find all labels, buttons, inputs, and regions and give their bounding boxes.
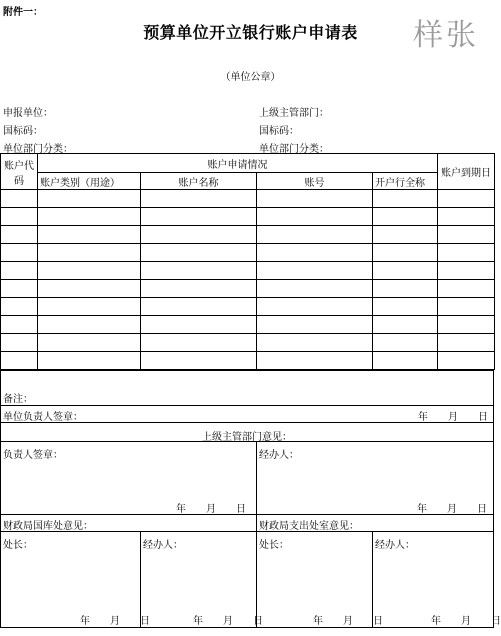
table-row bbox=[1, 208, 495, 226]
superior-head-date: 年 月 日 bbox=[176, 504, 246, 515]
expiry-date-cell[interactable] bbox=[438, 334, 495, 352]
account-type-cell[interactable] bbox=[38, 262, 141, 280]
table-row bbox=[1, 334, 495, 352]
attachment-label: 附件一： bbox=[3, 7, 43, 18]
account-type-cell[interactable] bbox=[38, 244, 141, 262]
table-row bbox=[1, 352, 495, 370]
col-account-number: 账号 bbox=[257, 173, 373, 190]
superior-handler-date: 年 月 日 bbox=[417, 504, 487, 515]
expiry-date-cell[interactable] bbox=[438, 244, 495, 262]
account-code-cell[interactable] bbox=[1, 190, 38, 208]
national-code-label-left: 国标码： bbox=[3, 126, 43, 137]
bank-name-cell[interactable] bbox=[373, 316, 438, 334]
account-name-cell[interactable] bbox=[141, 334, 257, 352]
account-name-cell[interactable] bbox=[141, 244, 257, 262]
expiry-date-cell[interactable] bbox=[438, 262, 495, 280]
account-code-cell[interactable] bbox=[1, 298, 38, 316]
account-code-cell[interactable] bbox=[1, 334, 38, 352]
account-number-cell[interactable] bbox=[257, 316, 373, 334]
col-bank-name: 开户行全称 bbox=[373, 173, 438, 190]
account-code-cell[interactable] bbox=[1, 244, 38, 262]
table-row bbox=[1, 244, 495, 262]
bank-name-cell[interactable] bbox=[373, 298, 438, 316]
bank-name-cell[interactable] bbox=[373, 262, 438, 280]
expiry-date-cell[interactable] bbox=[438, 316, 495, 334]
bank-name-cell[interactable] bbox=[373, 280, 438, 298]
superior-dept-label: 上级主管部门： bbox=[259, 108, 329, 119]
account-number-cell[interactable] bbox=[257, 208, 373, 226]
expenditure-chief-label: 处长： bbox=[259, 540, 289, 551]
official-seal-label: （单位公章） bbox=[220, 72, 281, 83]
person-in-charge-signature-label: 负责人签章： bbox=[3, 450, 63, 461]
account-code-cell[interactable] bbox=[1, 280, 38, 298]
unit-category-label-left: 单位部门分类： bbox=[3, 144, 73, 155]
account-name-cell[interactable] bbox=[141, 316, 257, 334]
table-row bbox=[1, 190, 495, 208]
expiry-date-cell[interactable] bbox=[438, 352, 495, 370]
account-name-cell[interactable] bbox=[141, 298, 257, 316]
account-number-cell[interactable] bbox=[257, 262, 373, 280]
expiry-date-header: 账户到期日 bbox=[438, 154, 495, 190]
account-type-cell[interactable] bbox=[38, 190, 141, 208]
bank-name-cell[interactable] bbox=[373, 244, 438, 262]
expiry-date-cell[interactable] bbox=[438, 190, 495, 208]
account-code-header: 账户代码 bbox=[1, 154, 38, 190]
remarks-label: 备注： bbox=[3, 394, 33, 405]
account-type-cell[interactable] bbox=[38, 208, 141, 226]
expiry-date-cell[interactable] bbox=[438, 280, 495, 298]
table-row bbox=[1, 262, 495, 280]
col-account-name: 账户名称 bbox=[141, 173, 257, 190]
account-name-cell[interactable] bbox=[141, 208, 257, 226]
bank-name-cell[interactable] bbox=[373, 208, 438, 226]
account-number-cell[interactable] bbox=[257, 244, 373, 262]
superior-opinion-label: 上级主管部门意见： bbox=[202, 432, 292, 443]
bank-name-cell[interactable] bbox=[373, 190, 438, 208]
account-number-cell[interactable] bbox=[257, 190, 373, 208]
national-code-label-right: 国标码： bbox=[259, 126, 299, 137]
account-application-table bbox=[0, 153, 495, 370]
account-name-cell[interactable] bbox=[141, 226, 257, 244]
account-number-cell[interactable] bbox=[257, 298, 373, 316]
table-row bbox=[1, 280, 495, 298]
table-row bbox=[1, 226, 495, 244]
account-type-cell[interactable] bbox=[38, 298, 141, 316]
superior-handler-label: 经办人： bbox=[259, 450, 299, 461]
expiry-date-cell[interactable] bbox=[438, 208, 495, 226]
col-account-type: 账户类别（用途） bbox=[38, 173, 141, 190]
account-number-cell[interactable] bbox=[257, 352, 373, 370]
expenditure-handler-date: 年 月 日 bbox=[431, 616, 501, 627]
unit-head-date: 年 月 日 bbox=[418, 412, 488, 423]
bank-name-cell[interactable] bbox=[373, 334, 438, 352]
treasury-handler-label: 经办人： bbox=[143, 540, 183, 551]
account-name-cell[interactable] bbox=[141, 190, 257, 208]
table-row bbox=[1, 298, 495, 316]
treasury-chief-date: 年 月 日 bbox=[80, 616, 150, 627]
account-type-cell[interactable] bbox=[38, 280, 141, 298]
expenditure-opinion-label: 财政局支出处室意见： bbox=[259, 521, 359, 532]
account-name-cell[interactable] bbox=[141, 262, 257, 280]
account-type-cell[interactable] bbox=[38, 226, 141, 244]
bank-name-cell[interactable] bbox=[373, 226, 438, 244]
account-code-cell[interactable] bbox=[1, 316, 38, 334]
reporting-unit-label: 申报单位： bbox=[3, 108, 53, 119]
treasury-handler-date: 年 月 日 bbox=[193, 616, 263, 627]
unit-head-signature-label: 单位负责人签章： bbox=[3, 412, 83, 423]
table-row bbox=[1, 316, 495, 334]
account-type-cell[interactable] bbox=[38, 334, 141, 352]
account-code-cell[interactable] bbox=[1, 208, 38, 226]
account-type-cell[interactable] bbox=[38, 316, 141, 334]
treasury-chief-label: 处长： bbox=[3, 540, 33, 551]
account-name-cell[interactable] bbox=[141, 280, 257, 298]
treasury-opinion-label: 财政局国库处意见： bbox=[3, 521, 93, 532]
account-name-cell[interactable] bbox=[141, 352, 257, 370]
bank-name-cell[interactable] bbox=[373, 352, 438, 370]
account-number-cell[interactable] bbox=[257, 226, 373, 244]
sample-stamp: 样张 bbox=[413, 18, 479, 53]
account-code-cell[interactable] bbox=[1, 352, 38, 370]
expiry-date-cell[interactable] bbox=[438, 226, 495, 244]
unit-category-label-right: 单位部门分类： bbox=[259, 144, 329, 155]
account-number-cell[interactable] bbox=[257, 280, 373, 298]
account-type-cell[interactable] bbox=[38, 352, 141, 370]
account-code-cell[interactable] bbox=[1, 226, 38, 244]
application-status-header: 账户申请情况 bbox=[38, 154, 438, 173]
expenditure-handler-label: 经办人： bbox=[375, 540, 415, 551]
form-title: 预算单位开立银行账户申请表 bbox=[143, 23, 358, 42]
expiry-date-cell[interactable] bbox=[438, 298, 495, 316]
account-number-cell[interactable] bbox=[257, 334, 373, 352]
expenditure-chief-date: 年 月 日 bbox=[313, 616, 383, 627]
account-code-cell[interactable] bbox=[1, 262, 38, 280]
